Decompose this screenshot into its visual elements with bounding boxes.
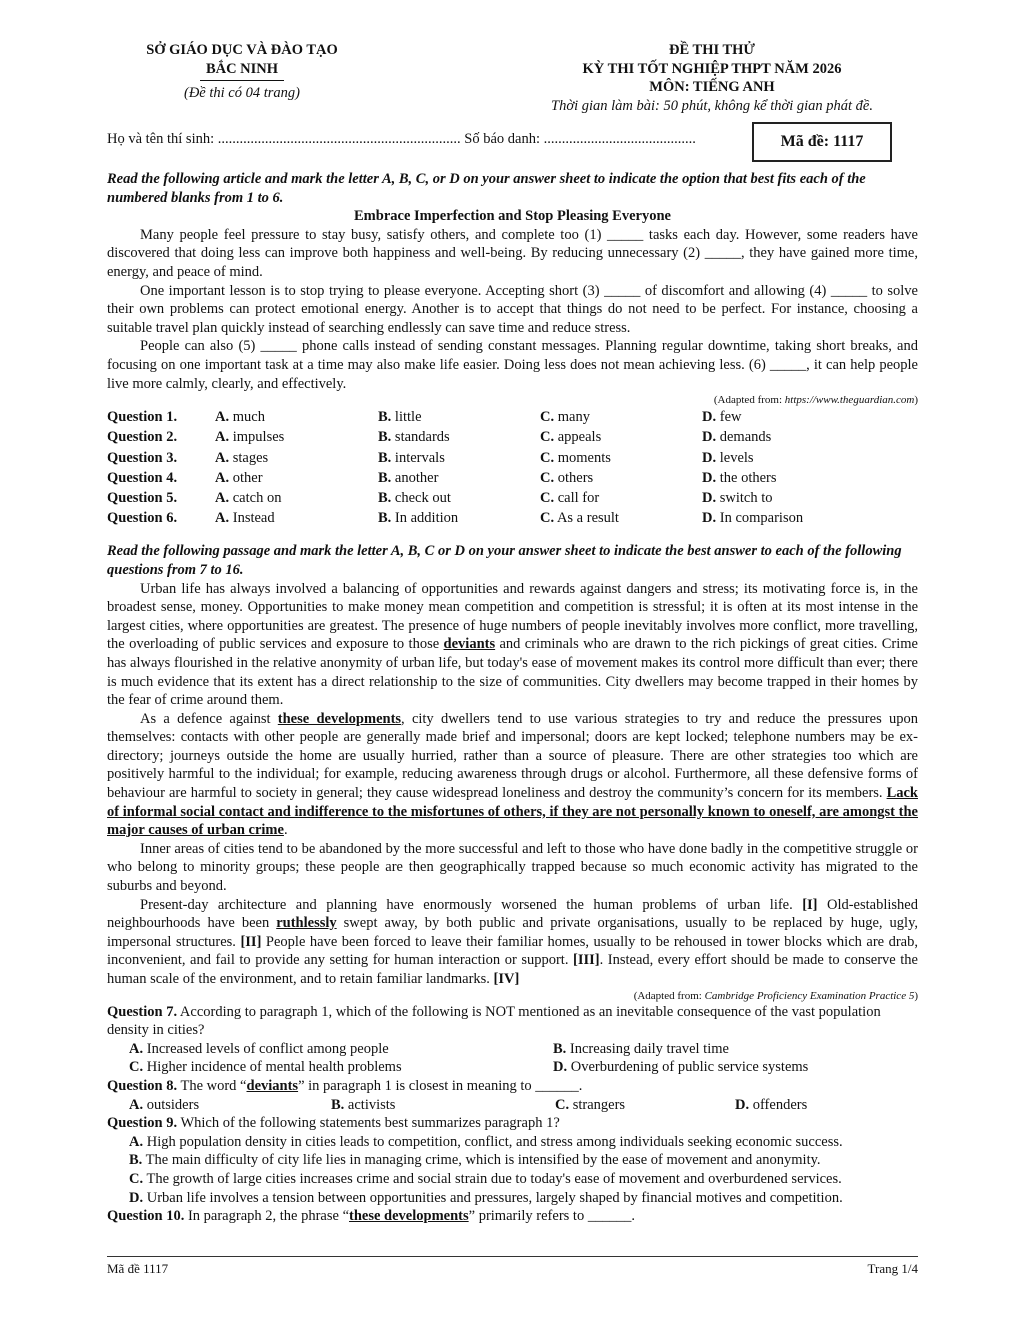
option-letter: A. <box>215 469 230 486</box>
section1-instruction: Read the following article and mark the letter A, B, C, or D on your answer sheet to indicate the option that best fits each of the numbered blanks from 1 to 6. <box>107 171 866 206</box>
option-text: Instead <box>232 510 275 527</box>
source-title: Cambridge Proficiency Examination Practice 5 <box>704 989 915 1002</box>
option-letter: B. <box>553 1040 567 1057</box>
option-c[interactable] <box>540 427 702 447</box>
passage-text: , city dwellers tend to use various strategies to try and reduce the pressures upon themselves: contacts with other people are generally made brief and impersonal; doors are kept locked; telephone numbers may be ex-directory; journeys outside the home are usually hurried, rather than a source of pleasure. There are other strategies too which are positively harmful to the individual; for example, reducing awareness through drugs or alcohol. Furthermore, all these defensive forms of behaviour are harmful to society in general; they cause widespread loneliness and destroy the community’s concern for its members. <box>107 710 918 802</box>
question-8-options <box>107 1096 918 1115</box>
option-letter: D. <box>702 449 717 466</box>
candidate-id-label: Số báo danh: .......................................... <box>464 131 696 147</box>
option-text: few <box>719 409 742 426</box>
option-text: the others <box>719 469 777 486</box>
position-marker: [I] <box>802 896 818 913</box>
option-letter: A. <box>129 1096 144 1113</box>
option-letter: D. <box>702 510 717 527</box>
question-text: In paragraph 2, the phrase “ <box>184 1208 350 1225</box>
passage-text: Urban life has always involved a balancing of opportunities and rewards against dangers and stress; its motivating force is, in the broadest sense, money. Opportunities to make money mean competition and competition is stressful; it is often at its most intense in the largest cities, where opportunities are greatest. The presence of huge numbers of people inevitably involves more conflict, more travelling, the overloading of public services and exposure to those <box>107 580 918 653</box>
option-text: many <box>557 409 590 426</box>
option-text: check out <box>394 489 451 506</box>
option-text: As a result <box>556 510 619 527</box>
source-prefix: (Adapted from: <box>633 989 705 1002</box>
option-letter: C. <box>540 429 555 446</box>
article-paragraph: Many people feel pressure to stay busy, satisfy others, and complete too (1) _____ tasks each day. However, some readers have discovered that doing less can improve both happiness and well-being. By reducing unnecessary (2) _____, they have gained more time, energy, and peace of mind. <box>107 226 918 280</box>
exam-info-block <box>497 41 927 115</box>
option-letter: C. <box>129 1170 144 1187</box>
option-letter: D. <box>702 469 717 486</box>
option-text: another <box>394 469 439 486</box>
option-text: little <box>394 409 422 426</box>
highlighted-word: ruthlessly <box>276 915 337 932</box>
option-d[interactable] <box>129 1189 918 1208</box>
passage-paragraph-4 <box>107 896 918 989</box>
option-letter: A. <box>215 449 230 466</box>
option-text: Increased levels of conflict among people <box>146 1040 389 1057</box>
option-letter: A. <box>215 489 230 506</box>
option-a[interactable] <box>215 448 378 468</box>
exam-subject: MÔN: TIẾNG ANH <box>649 79 775 96</box>
option-text: Increasing daily travel time <box>569 1040 729 1057</box>
option-letter: B. <box>378 469 392 486</box>
highlighted-phrase: these developments <box>349 1208 469 1225</box>
question-text: Which of the following statements best summarizes paragraph 1? <box>177 1115 560 1132</box>
position-marker: [II] <box>240 933 262 950</box>
article-source <box>107 393 918 407</box>
option-letter: B. <box>378 429 392 446</box>
question-number: Question 2. <box>107 429 178 446</box>
option-letter: C. <box>540 409 555 426</box>
passage-paragraph-2 <box>107 710 918 840</box>
option-text: Higher incidence of mental health problems <box>146 1059 402 1076</box>
article-paragraph: One important lesson is to stop trying to please everyone. Accepting short (3) _____ of discomfort and allowing (4) _____ to solve their own problems can protect emotional energy. Another is to accept that things do not need to be perfect. For instance, choosing a suitable travel plan quickly instead of searching endlessly can save time and reduce stress. <box>107 282 918 336</box>
candidate-row <box>107 122 918 162</box>
exam-header <box>107 38 918 122</box>
option-letter: A. <box>215 510 230 527</box>
source-suffix: ) <box>914 394 918 407</box>
question-text: According to paragraph 1, which of the following is NOT mentioned as an inevitable consequence of the vast population density in cities? <box>107 1003 881 1039</box>
passage-source <box>107 989 918 1003</box>
passage-text: Present-day architecture and planning have enormously worsened the human problems of urban life. <box>140 896 803 913</box>
exam-name: KỲ THI TỐT NGHIỆP THPT NĂM 2026 <box>582 60 842 77</box>
option-letter: B. <box>331 1096 345 1113</box>
option-text: In comparison <box>719 510 804 527</box>
article-paragraph: People can also (5) _____ phone calls instead of sending constant messages. Planning regular downtime, taking short breaks, and focusing on one important task at a time may also make life easier. Doing less does not mean achieving less. (6) _____, it can help people live more calmly, clearly, and effectively. <box>107 338 918 392</box>
pages-note: (Đề thi có 04 trang) <box>184 85 300 102</box>
question-number: Question 10. <box>107 1208 185 1225</box>
option-text: much <box>232 409 265 426</box>
option-a[interactable] <box>215 468 378 488</box>
question-number: Question 1. <box>107 409 178 426</box>
option-letter: C. <box>540 510 555 527</box>
header-divider <box>200 80 284 81</box>
passage-text: As a defence against <box>140 710 278 727</box>
option-text: The main difficulty of city life lies in managing crime, which is intensified by the ease of movement and anonymity. <box>145 1152 821 1169</box>
question-number: Question 8. <box>107 1077 178 1094</box>
passage-text: swept away, by both public and private organisations, usually to be replaced by huge, ugly, impersonal structures. <box>107 915 918 950</box>
option-text: moments <box>557 449 611 466</box>
option-text: levels <box>719 449 754 466</box>
option-text: outsiders <box>146 1096 200 1113</box>
question-text: ” primarily refers to ______. <box>468 1208 635 1225</box>
question-number: Question 4. <box>107 469 178 486</box>
option-letter: B. <box>129 1152 143 1169</box>
exam-time: Thời gian làm bài: 50 phút, không kể thời gian phát đề. <box>551 97 873 114</box>
page-footer <box>107 1256 918 1277</box>
option-a[interactable] <box>129 1133 918 1152</box>
option-b[interactable] <box>378 448 540 468</box>
option-b[interactable] <box>378 427 540 447</box>
highlighted-sentence: Lack of informal social contact and indifference to the misfortunes of others, if they are not personally known to oneself, are amongst the major causes of urban crime <box>107 785 918 839</box>
option-text: impulses <box>232 429 285 446</box>
question-number: Question 3. <box>107 449 178 466</box>
option-b[interactable] <box>331 1096 555 1115</box>
department-block <box>107 41 377 103</box>
option-c[interactable] <box>555 1096 735 1115</box>
option-text: intervals <box>394 449 445 466</box>
option-d[interactable] <box>735 1096 935 1115</box>
exam-page <box>107 38 918 1226</box>
question-number: Question 5. <box>107 489 178 506</box>
option-letter: B. <box>378 449 392 466</box>
option-letter: A. <box>129 1040 144 1057</box>
passage-text: and criminals who are drawn to the rich pickings of great cities. Crime has always flourished in the relative anonymity of urban life, but today's ease of movement makes its control more difficult than ever; there is much evidence that its extent has a direct relationship to the size of communities. City dwellers may become trapped in their homes by the fear of crime around them. <box>107 636 918 709</box>
passage-text: . Instead, every effort should be made to conserve the human scale of the environment, and to retain familiar landmarks. <box>107 952 918 987</box>
option-b[interactable] <box>378 468 540 488</box>
option-c[interactable] <box>129 1058 553 1077</box>
highlighted-phrase: these developments <box>277 710 402 727</box>
option-letter: B. <box>378 409 392 426</box>
option-d[interactable] <box>553 1058 953 1077</box>
option-text: others <box>557 469 594 486</box>
option-a[interactable] <box>215 407 378 427</box>
passage-text: People have been forced to leave their familiar homes, usually to be rehoused in tower blocks which are drab, inconvenient, and fail to provide any setting for human interaction or support. <box>107 933 918 969</box>
option-b[interactable] <box>129 1151 918 1170</box>
option-d[interactable] <box>702 448 918 468</box>
exam-type: ĐỀ THI THỬ <box>669 42 755 58</box>
question-text: ” in paragraph 1 is closest in meaning to ______. <box>298 1077 583 1094</box>
source-prefix: (Adapted from: <box>713 394 785 407</box>
option-text: offenders <box>752 1096 808 1113</box>
option-letter: D. <box>129 1189 144 1206</box>
option-letter: D. <box>553 1059 568 1076</box>
option-d[interactable] <box>702 468 918 488</box>
passage-text: Old-established neighbourhoods have been <box>107 896 918 932</box>
question-number: Question 9. <box>107 1115 178 1132</box>
question-text: The word “ <box>177 1077 247 1094</box>
candidate-name-label: Họ và tên thí sinh: ................................................................... <box>107 131 461 147</box>
option-letter: A. <box>215 429 230 446</box>
option-letter: D. <box>702 409 717 426</box>
highlighted-word: deviants <box>246 1077 299 1094</box>
passage-text: . <box>283 822 288 839</box>
option-b[interactable] <box>378 488 540 508</box>
option-c[interactable] <box>540 468 702 488</box>
cloze-questions <box>107 407 918 528</box>
option-d[interactable] <box>702 488 918 508</box>
option-letter: A. <box>215 409 230 426</box>
option-text: catch on <box>232 489 282 506</box>
option-text: call for <box>557 489 600 506</box>
question-10 <box>107 1207 918 1226</box>
option-b[interactable] <box>378 508 540 528</box>
option-letter: C. <box>540 469 555 486</box>
option-text: standards <box>394 429 450 446</box>
option-text: High population density in cities leads to competition, conflict, and stress among individuals seeking economic success. <box>146 1133 843 1150</box>
passage-paragraph-1 <box>107 580 918 710</box>
province-name: BẮC NINH <box>205 60 279 77</box>
option-text: other <box>232 469 263 486</box>
option-letter: D. <box>702 429 717 446</box>
question-9 <box>107 1114 918 1133</box>
option-c[interactable] <box>540 508 702 528</box>
option-c[interactable] <box>540 407 702 427</box>
option-b[interactable] <box>553 1040 953 1059</box>
source-url: https://www.theguardian.com <box>784 394 915 407</box>
option-text: stages <box>232 449 269 466</box>
exam-code-box: Mã đề: 1117 <box>752 122 892 162</box>
question-number: Question 6. <box>107 510 178 527</box>
option-letter: B. <box>378 489 392 506</box>
question-7-options <box>107 1040 918 1077</box>
option-text: In addition <box>394 510 459 527</box>
option-c[interactable] <box>540 448 702 468</box>
candidate-fields <box>107 130 696 149</box>
source-suffix: ) <box>914 989 918 1002</box>
option-c[interactable] <box>540 488 702 508</box>
option-d[interactable] <box>702 407 918 427</box>
option-text: appeals <box>557 429 602 446</box>
position-marker: [III] <box>573 952 600 969</box>
highlighted-word: deviants <box>443 636 496 653</box>
option-text: The growth of large cities increases crime and social strain due to today's ease of movement and overburdened services. <box>146 1170 842 1187</box>
position-marker: [IV] <box>493 971 520 987</box>
option-a[interactable] <box>215 508 378 528</box>
option-text: activists <box>347 1096 396 1113</box>
section2-instruction: Read the following passage and mark the letter A, B, C or D on your answer sheet to indicate the best answer to each of the following questions from 7 to 16. <box>107 543 902 578</box>
option-letter: C. <box>129 1059 144 1076</box>
option-a[interactable] <box>215 488 378 508</box>
option-letter: D. <box>735 1096 750 1113</box>
option-b[interactable] <box>378 407 540 427</box>
option-letter: C. <box>540 489 555 506</box>
department-name: SỞ GIÁO DỤC VÀ ĐÀO TẠO <box>146 42 338 58</box>
option-d[interactable] <box>702 508 918 528</box>
option-a[interactable] <box>215 427 378 447</box>
option-d[interactable] <box>702 427 918 447</box>
question-8 <box>107 1077 918 1096</box>
option-a[interactable] <box>129 1040 553 1059</box>
option-text: Urban life involves a tension between opportunities and pressures, largely shaped by financial motives and competition. <box>146 1189 843 1206</box>
option-text: demands <box>719 429 772 446</box>
article-title: Embrace Imperfection and Stop Pleasing Everyone <box>354 208 671 225</box>
question-9-options <box>107 1133 918 1207</box>
option-text: Overburdening of public service systems <box>570 1059 809 1076</box>
option-letter: D. <box>702 489 717 506</box>
footer-page-number: Trang 1/4 <box>867 1261 918 1276</box>
option-letter: C. <box>555 1096 570 1113</box>
option-letter: C. <box>540 449 555 466</box>
option-letter: A. <box>129 1133 144 1150</box>
option-letter: B. <box>378 510 392 527</box>
option-a[interactable] <box>129 1096 331 1115</box>
question-number: Question 7. <box>107 1003 178 1020</box>
footer-exam-code: Mã đề 1117 <box>107 1261 169 1276</box>
question-7 <box>107 1003 918 1040</box>
option-c[interactable] <box>129 1170 918 1189</box>
option-text: strangers <box>572 1096 626 1113</box>
option-text: switch to <box>719 489 773 506</box>
passage-paragraph-3: Inner areas of cities tend to be abandoned by the more successful and left to those who have done badly in the competitive struggle or who belong to minority groups; these people are then geographically trapped because so much economic activity has migrated to the suburbs and beyond. <box>107 840 918 895</box>
